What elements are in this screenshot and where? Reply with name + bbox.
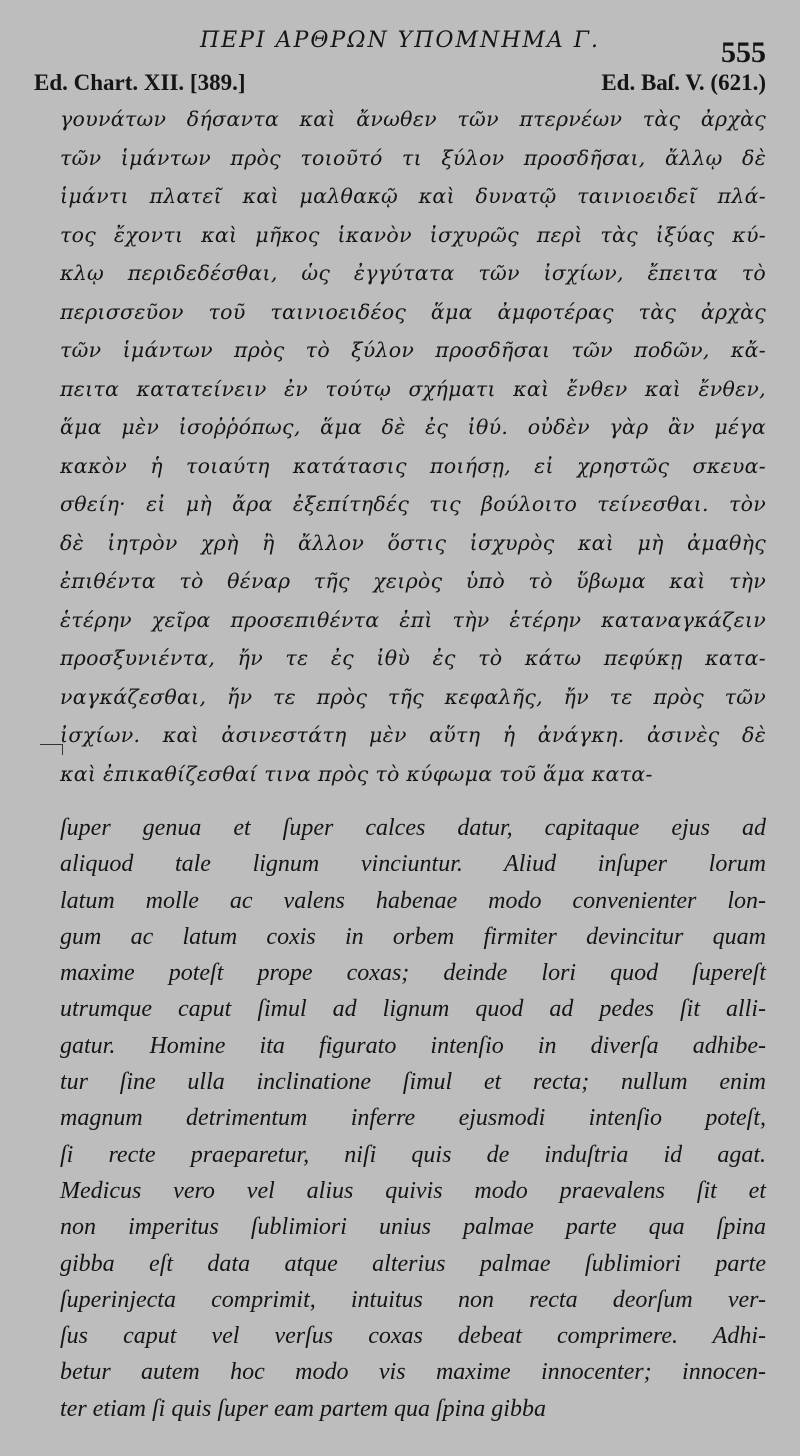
text-line: maxime poteſt prope coxas; deinde lori quod ſupereſt	[60, 960, 766, 987]
text-line: utrumque caput ſimul ad lignum quod ad pedes ſit alli-	[60, 996, 766, 1023]
running-title: ΠΕΡΙ ΑΡΘΡΩΝ ΥΠΟΜΝΗΜΑ Γ.	[199, 28, 601, 53]
text-line: κακὸν ἡ τοιαύτη κατάτασις ποιήσῃ, εἰ χρηστῶς σκευα-	[60, 453, 766, 478]
text-line: ſuper genua et ſuper calces datur, capitaque ejus ad	[60, 815, 766, 841]
edition-line	[34, 70, 766, 96]
page-number: 555	[721, 36, 766, 69]
edition-left: Ed. Chart. XII. [389.]	[34, 70, 246, 95]
text-line: τῶν ἱμάντων πρὸς τοιοῦτό τι ξύλον προσδῆσαι, ἄλλῳ δὲ	[60, 145, 766, 170]
text-line: non imperitus ſublimiori unius palmae parte qua ſpina	[60, 1214, 766, 1241]
text-line: ſus caput vel verſus coxas debeat comprimere. Adhi-	[60, 1323, 766, 1350]
text-line: ἅμα μὲν ἰσοῤῥόπως, ἅμα δὲ ἐς ἰθύ. οὐδὲν γὰρ ἂν μέγα	[60, 415, 766, 439]
text-line: ſuperinjecta comprimit, intuitus non recta deorſum ver-	[60, 1286, 766, 1313]
text-line: προσξυνιέντα, ἤν τε ἐς ἰθὺ ἐς τὸ κάτω πεφύκῃ κατα-	[60, 646, 766, 670]
greek-text-block	[60, 100, 766, 793]
text-line: ſi recte praeparetur, niſi quis de induſtria id agat.	[60, 1141, 766, 1168]
latin-text-block	[60, 810, 766, 1427]
text-line: γουνάτων δήσαντα καὶ ἄνωθεν τῶν πτερνέων τὰς ἀρχὰς	[60, 107, 766, 131]
text-line: περισσεῦον τοῦ ταινιοειδέος ἅμα ἀμφοτέρας τὰς ἀρχὰς	[60, 299, 766, 324]
text-line: gatur. Homine ita figurato intenſio in diverſa adhibe-	[60, 1032, 766, 1059]
text-line: tur ſine ulla inclinatione ſimul et recta; nullum enim	[60, 1069, 766, 1096]
text-line: ναγκάζεσθαι, ἤν τε πρὸς τῆς κεφαλῆς, ἤν τε πρὸς τῶν	[60, 684, 766, 709]
text-line: latum molle ac valens habenae modo convenienter lon-	[60, 887, 766, 914]
divider-mark	[40, 744, 63, 755]
text-line: τῶν ἱμάντων πρὸς τὸ ξύλον προσδῆσαι τῶν ποδῶν, κἄ-	[60, 338, 766, 362]
text-line: πειτα κατατείνειν ἐν τούτῳ σχήματι καὶ ἔνθεν καὶ ἔνθεν,	[60, 376, 766, 401]
text-line: σθείη· εἰ μὴ ἄρα ἐξεπίτηδές τις βούλοιτο τείνεσθαι. τὸν	[60, 492, 766, 516]
text-line: τος ἔχοντι καὶ μῆκος ἱκανὸν ἰσχυρῶς περὶ τὰς ἰξύας κύ-	[60, 222, 766, 247]
edition-right: Ed. Baſ. V. (621.)	[601, 70, 766, 95]
text-line: Medicus vero vel alius quivis modo praevalens ſit et	[60, 1177, 766, 1204]
text-line: gum ac latum coxis in orbem firmiter devincitur quam	[60, 923, 766, 950]
text-line: κλῳ περιδεδέσθαι, ὡς ἐγγύτατα τῶν ἰσχίων, ἔπειτα τὸ	[60, 261, 766, 285]
text-line: betur autem hoc modo vis maxime innocenter; innocen-	[60, 1359, 766, 1386]
text-line: δὲ ἰητρὸν χρὴ ἢ ἄλλον ὅστις ἰσχυρὸς καὶ μὴ ἀμαθὴς	[60, 530, 766, 555]
text-line: gibba eſt data atque alterius palmae ſublimiori parte	[60, 1250, 766, 1277]
text-line: ter etiam ſi quis ſuper eam partem qua ſpina gibba	[60, 1395, 546, 1422]
text-line: ἐπιθέντα τὸ θέναρ τῆς χειρὸς ὑπὸ τὸ ὕβωμα καὶ τὴν	[60, 569, 766, 593]
text-line: magnum detrimentum inferre ejusmodi intenſio poteſt,	[60, 1105, 766, 1132]
text-line: aliquod tale lignum vinciuntur. Aliud inſuper lorum	[60, 851, 766, 878]
text-line: ἑτέρην χεῖρα προσεπιθέντα ἐπὶ τὴν ἑτέρην καταναγκάζειν	[60, 607, 766, 632]
text-line: ἱμάντι πλατεῖ καὶ μαλθακῷ καὶ δυνατῷ ταινιοειδεῖ πλά-	[60, 184, 766, 208]
text-line: καὶ ἐπικαθίζεσθαί τινα πρὸς τὸ κύφωμα τοῦ ἅμα κατα-	[60, 761, 653, 786]
text-line: ἰσχίων. καὶ ἀσινεστάτη μὲν αὕτη ἡ ἀνάγκη. ἀσινὲς δὲ	[60, 723, 766, 747]
